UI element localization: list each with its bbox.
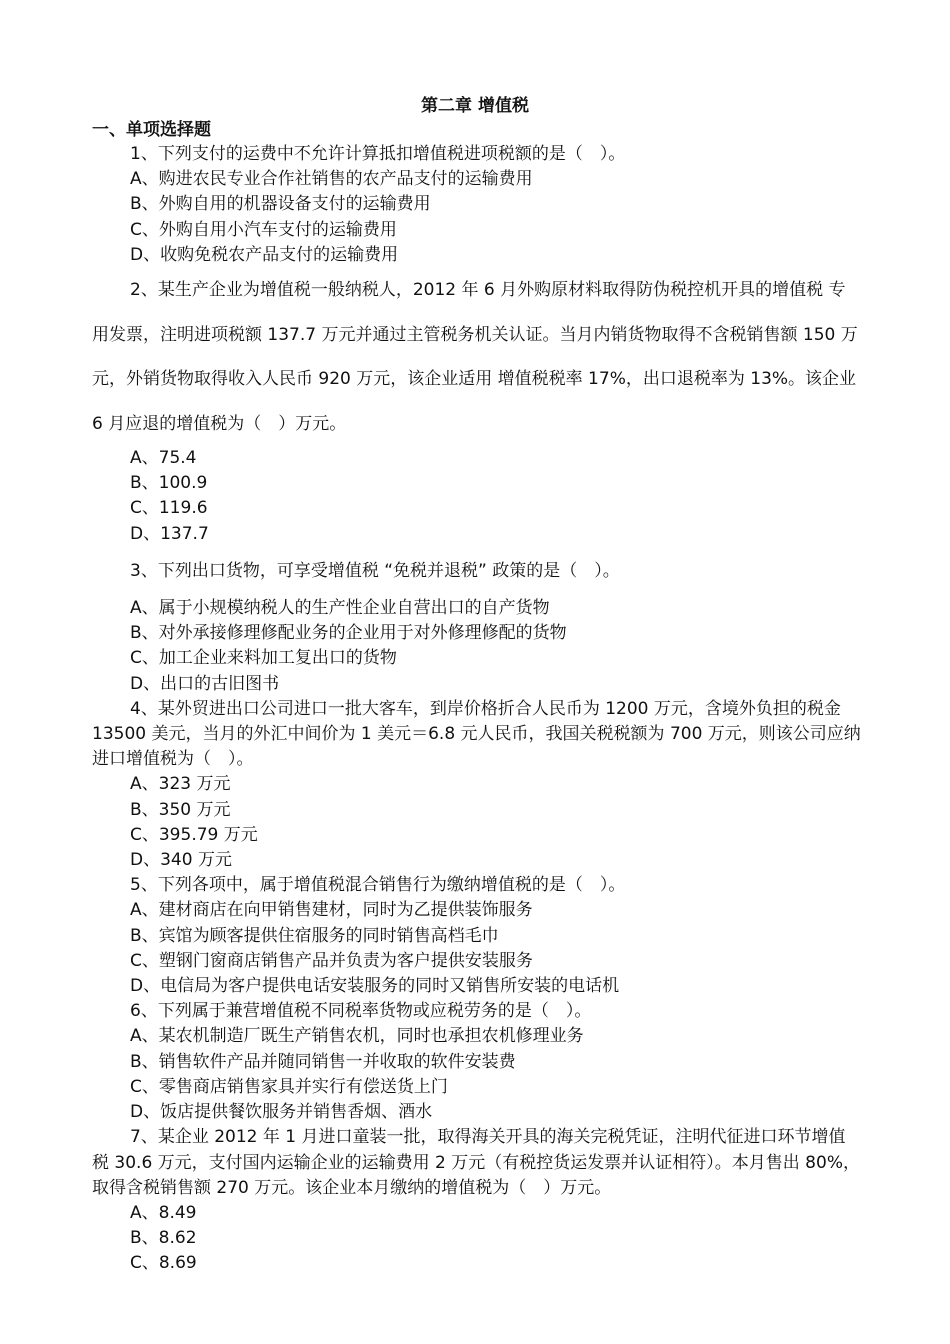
question-1 — [92, 142, 862, 268]
option-a: A、8.49 — [130, 1202, 197, 1223]
question-list — [92, 142, 862, 1277]
option-d: D、出口的古旧图书 — [130, 673, 280, 694]
option-b: B、100.9 — [130, 473, 208, 494]
option-d: D、340 万元 — [130, 850, 232, 871]
option-a: A、建材商店在向甲销售建材，同时为乙提供装饰服务 — [130, 900, 533, 921]
option-a: A、购进农民专业合作社销售的农产品支付的运输费用 — [130, 169, 533, 190]
section-heading: 一、单项选择题 — [92, 120, 211, 140]
option-b: B、宾馆为顾客提供住宿服务的同时销售高档毛巾 — [130, 925, 499, 946]
question-6 — [92, 999, 862, 1125]
question-stem: 7、某企业 2012 年 1 月进口童装一批，取得海关开具的海关完税凭证，注明代征进口环节增值税 30.6 万元，支付国内运输企业的运输费用 2 万元（有税控货运发票并认证相符）。本月售出 80%，取得含税销售额 270 万元。该企业本月缴纳的增值税为（ ）万元。 — [92, 1127, 860, 1198]
option-c: C、395.79 万元 — [130, 824, 258, 845]
option-d: D、137.7 — [130, 523, 209, 544]
option-a: A、75.4 — [130, 448, 197, 469]
option-c: C、加工企业来料加工复出口的货物 — [130, 648, 397, 669]
option-c: C、塑钢门窗商店销售产品并负责为客户提供安装服务 — [130, 950, 533, 971]
option-a: A、某农机制造厂既生产销售农机，同时也承担农机修理业务 — [130, 1026, 584, 1047]
option-d: D、电信局为客户提供电话安装服务的同时又销售所安装的电话机 — [130, 976, 620, 997]
question-stem: 4、某外贸进出口公司进口一批大客车，到岸价格折合人民币为 1200 万元，含境外负担的税金 13500 美元，当月的外汇中间价为 1 美元＝6.8 元人民币，我国关税税额为 700 万元，则该公司应纳进口增值税为（ ）。 — [92, 698, 861, 770]
option-b: B、350 万元 — [130, 799, 231, 820]
option-a: A、属于小规模纳税人的生产性企业自营出口的自产货物 — [130, 598, 550, 619]
question-stem: 3、下列出口货物，可享受增值税 “免税并退税” 政策的是（ ）。 — [130, 560, 620, 581]
question-stem: 2、某生产企业为增值税一般纳税人，2012 年 6 月外购原材料取得防伪税控机开具的增值税 专用发票，注明进项税额 137.7 万元并通过主管税务机关认证。当月内销货物取得不含税销售额 150 万元，外销货物取得收入人民币 920 万元，该企业适用 增值税税率 17%，出口退税率为 13%。该企业 6 月应退的增值税为（ ）万元。 — [92, 280, 858, 434]
question-2 — [92, 268, 862, 547]
question-4 — [92, 697, 862, 873]
question-5 — [92, 873, 862, 999]
question-7 — [92, 1125, 862, 1276]
question-stem: 6、下列属于兼营增值税不同税率货物或应税劳务的是（ ）。 — [130, 1001, 592, 1022]
question-3 — [92, 559, 862, 697]
chapter-title: 第二章 增值税 — [421, 96, 529, 116]
option-b: B、销售软件产品并随同销售一并收取的软件安装费 — [130, 1051, 516, 1072]
option-b: B、外购自用的机器设备支付的运输费用 — [130, 194, 431, 215]
option-b: B、对外承接修理修配业务的企业用于对外修理修配的货物 — [130, 623, 567, 644]
option-d: D、收购免税农产品支付的运输费用 — [130, 244, 399, 265]
question-stem: 1、下列支付的运费中不允许计算抵扣增值税进项税额的是（ ）。 — [130, 144, 626, 164]
option-c: C、119.6 — [130, 498, 208, 519]
option-c: C、零售商店销售家具并实行有偿送货上门 — [130, 1076, 448, 1097]
option-c: C、外购自用小汽车支付的运输费用 — [130, 219, 397, 240]
option-d: D、饭店提供餐饮服务并销售香烟、酒水 — [130, 1102, 433, 1123]
option-c: C、8.69 — [130, 1253, 197, 1274]
question-stem: 5、下列各项中，属于增值税混合销售行为缴纳增值税的是（ ）。 — [130, 875, 626, 896]
option-b: B、8.62 — [130, 1228, 197, 1249]
option-a: A、323 万元 — [130, 774, 231, 795]
